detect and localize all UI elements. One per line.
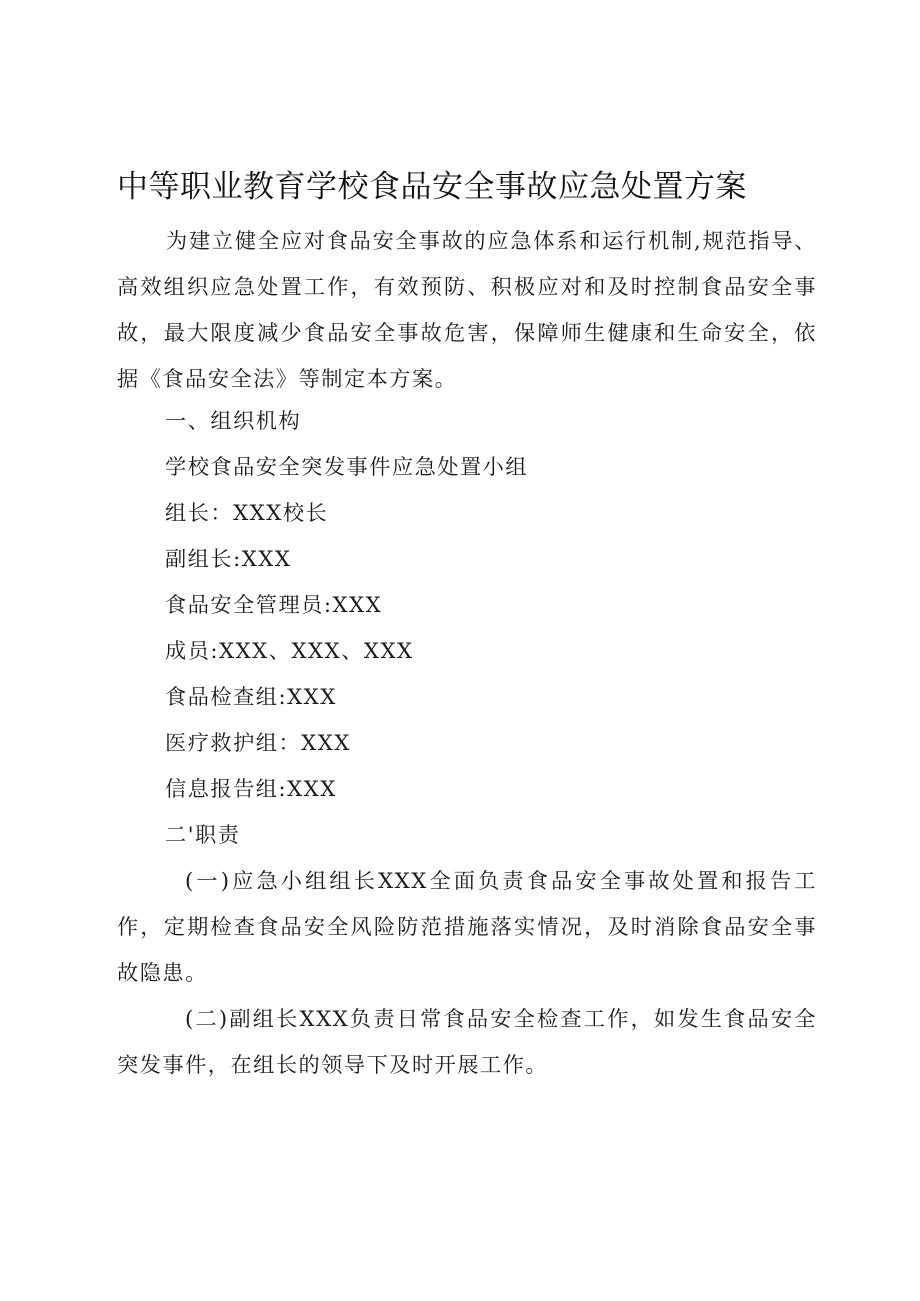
leader-line: 组长：XXX校长 — [165, 500, 329, 525]
section-heading-duties: 二'职责 — [165, 822, 241, 847]
group-name: 学校食品安全突发事件应急处置小组 — [165, 454, 529, 479]
safety-manager-line: 食品安全管理员:XXX — [165, 592, 383, 617]
duty-item-2: (二)副组长XXX负责日常食品安全检查工作，如发生食品安全突发事件，在组长的领导下及时开展工作。 — [117, 1006, 817, 1077]
deputy-leader-line: 副组长:XXX — [165, 546, 292, 571]
duty-item-1: (一)应急小组组长XXX全面负责食品安全事故处置和报告工作，定期检查食品安全风险防范措施落实情况，及时消除食品安全事故隐患。 — [117, 868, 817, 985]
report-group-line: 信息报告组:XXX — [165, 776, 337, 801]
members-line: 成员:XXX、XXX、XXX — [165, 638, 414, 663]
inspection-group-line: 食品检查组:XXX — [165, 684, 337, 709]
section-heading-organization: 一、组织机构 — [165, 408, 302, 433]
medical-group-line: 医疗救护组：XXX — [165, 730, 351, 755]
intro-paragraph: 为建立健全应对食品安全事故的应急体系和运行机制,规范指导、高效组织应急处置工作，有效预防、积极应对和及时控制食品安全事故，最大限度减少食品安全事故危害，保障师生健康和生命安全，依据《食品安全法》等制定本方案。 — [117, 228, 817, 391]
document-title: 中等职业教育学校食品安全事故应急处置方案 — [117, 169, 747, 205]
